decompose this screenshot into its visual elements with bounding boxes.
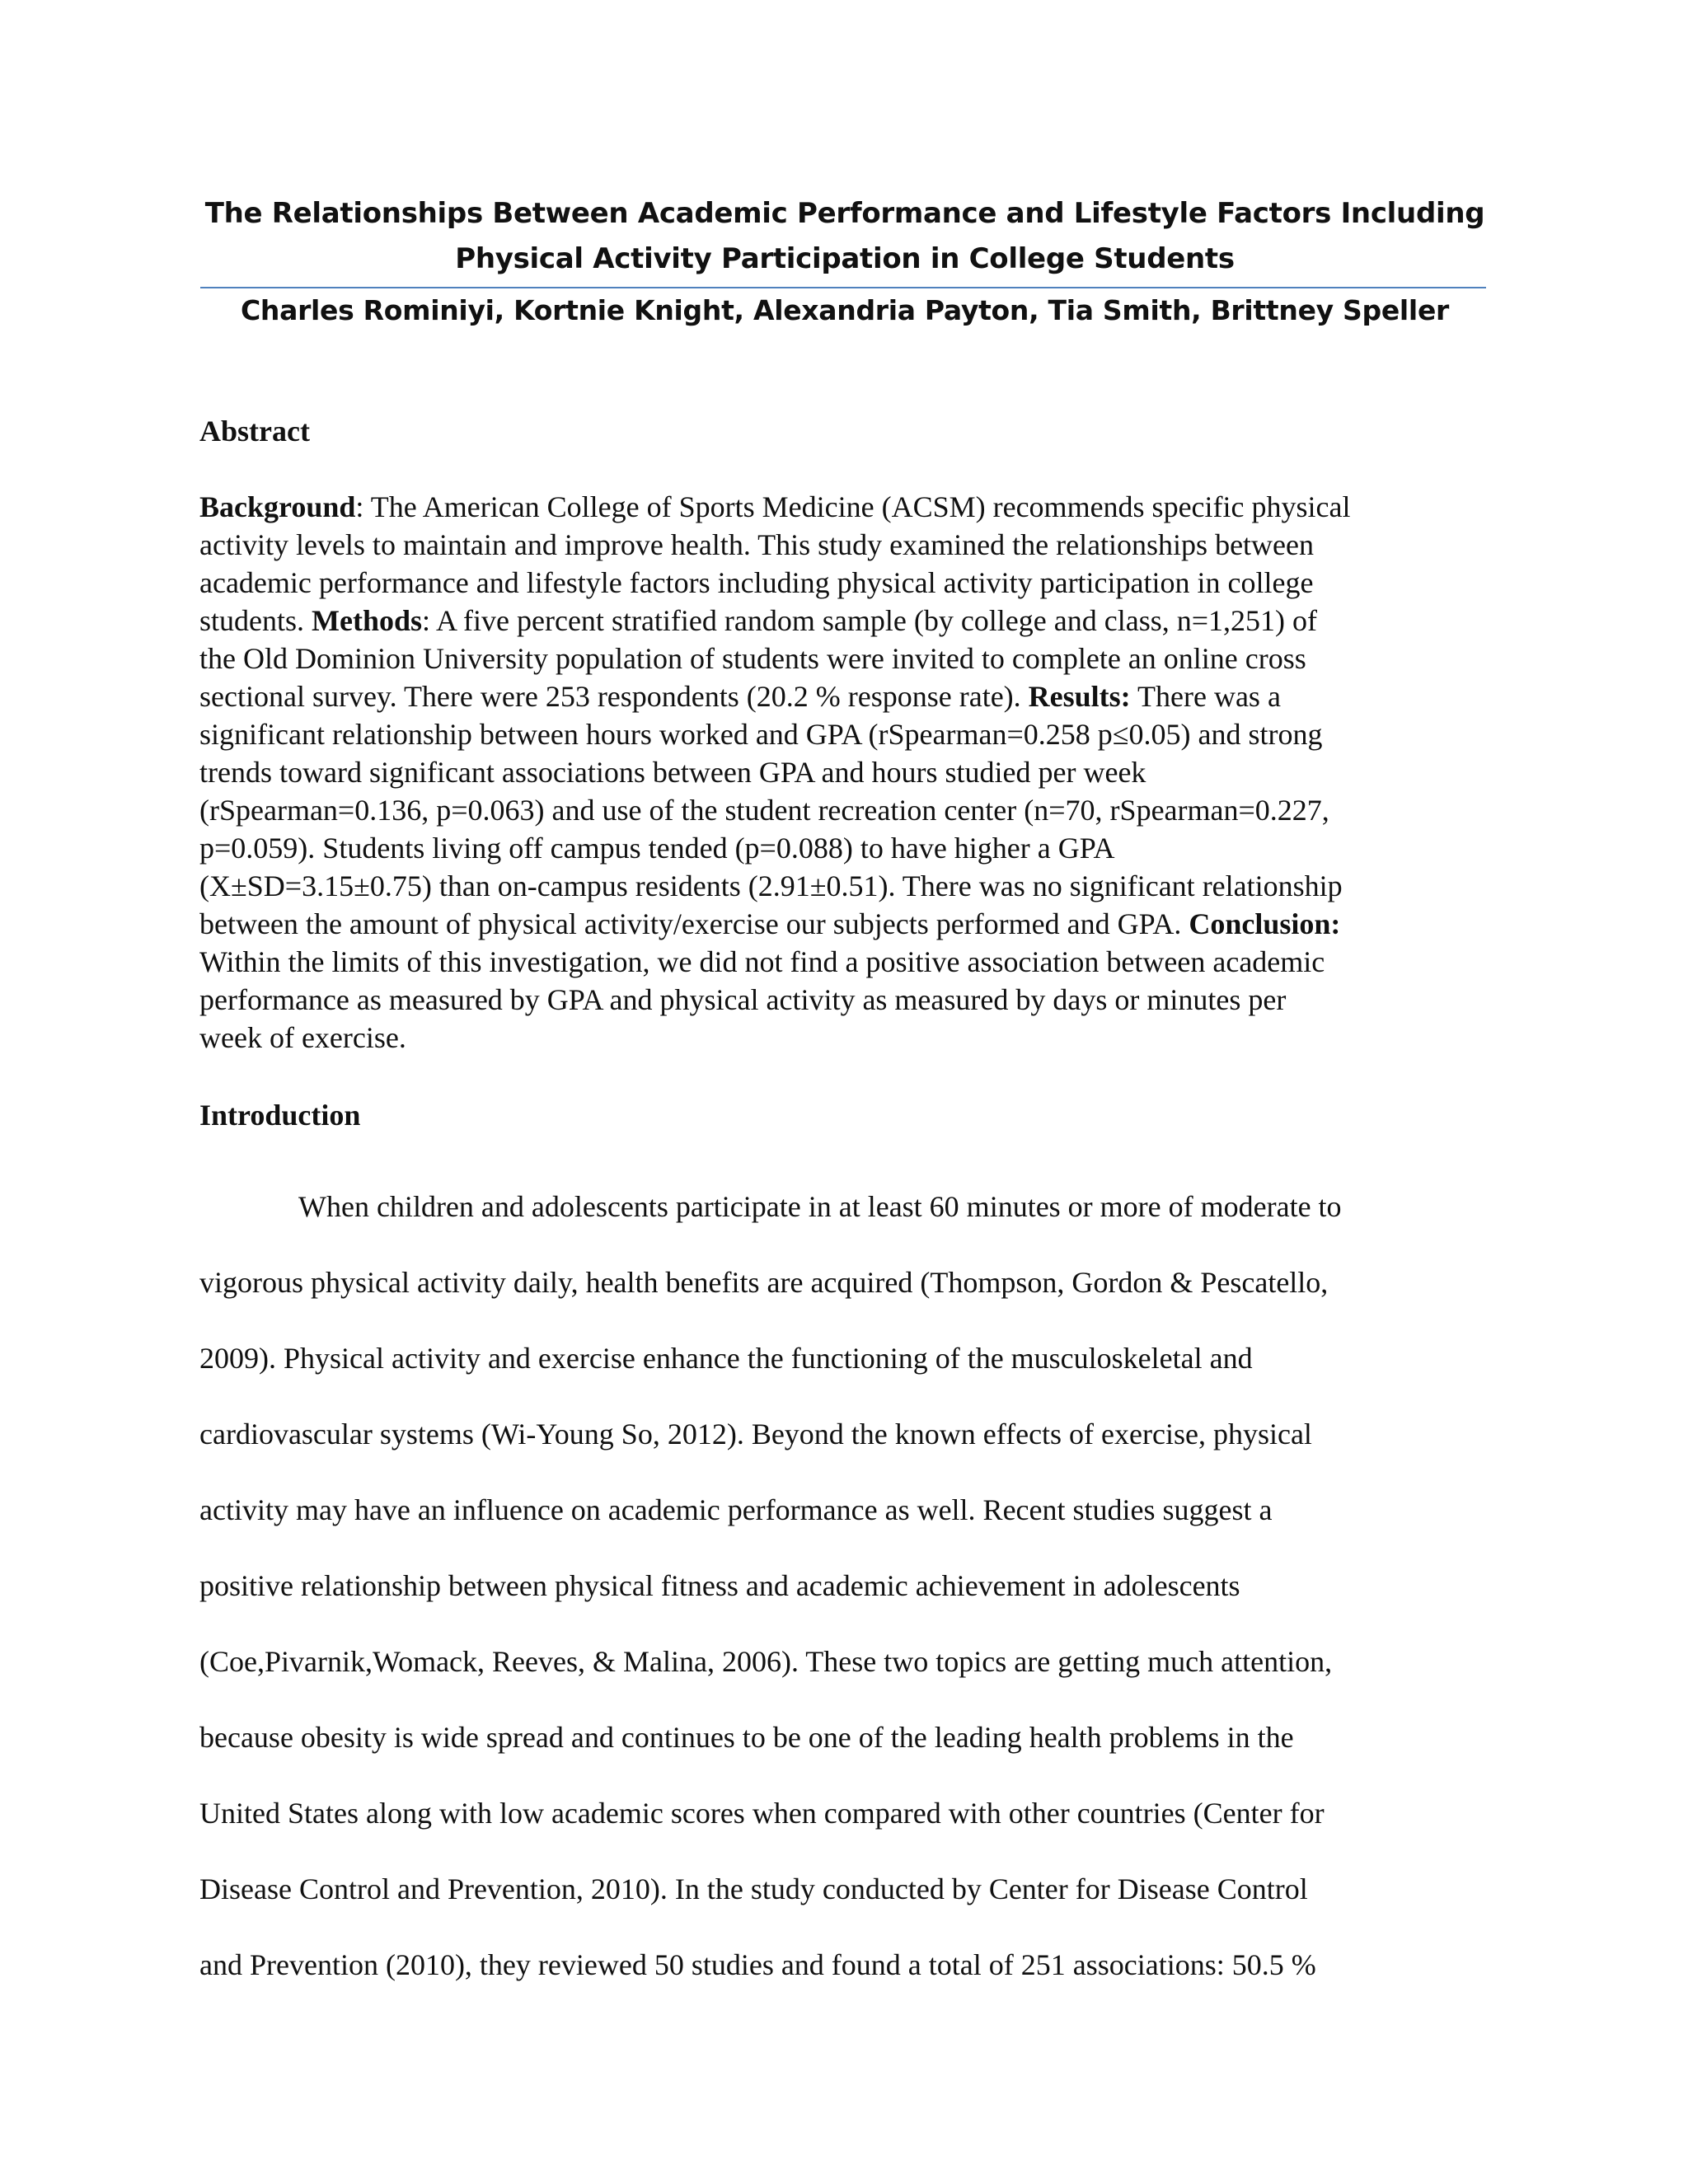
introduction-heading: Introduction [199, 1099, 361, 1132]
abstract-line: academic performance and lifestyle factors including physical activity participation in college [199, 566, 1314, 599]
abstract-text: There was a [1130, 680, 1281, 713]
introduction-line: 2009). Physical activity and exercise enhance the functioning of the musculoskeletal and [199, 1342, 1253, 1375]
author-list: Charles Rominiyi, Kortnie Knight, Alexandria Payton, Tia Smith, Brittney Speller [240, 294, 1449, 326]
abstract-body [199, 488, 1485, 1057]
introduction-line: because obesity is wide spread and continues to be one of the leading health problems in the [199, 1721, 1294, 1754]
introduction-line: vigorous physical activity daily, health benefits are acquired (Thompson, Gordon & Pescatello, [199, 1266, 1329, 1299]
paper-title-line-1: The Relationships Between Academic Performance and Lifestyle Factors Including [204, 197, 1485, 230]
introduction-line: positive relationship between physical fitness and academic achievement in adolescents [199, 1569, 1240, 1602]
abstract-text: : The American College of Sports Medicine (ACSM) recommends specific physical [355, 490, 1351, 523]
conclusion-label: Conclusion: [1189, 907, 1341, 940]
title-divider [200, 287, 1486, 288]
introduction-line: cardiovascular systems (Wi-Young So, 2012). Beyond the known effects of exercise, physical [199, 1418, 1312, 1451]
abstract-text: students. [199, 604, 312, 637]
abstract-line: the Old Dominion University population of students were invited to complete an online cross [199, 642, 1306, 675]
abstract-line: p=0.059). Students living off campus tended (p=0.088) to have higher a GPA [199, 832, 1115, 865]
abstract-line: (X±SD=3.15±0.75) than on-campus residents (2.91±0.51). There was no significant relationship [199, 869, 1343, 902]
paper-title-line-2: Physical Activity Participation in College Students [455, 242, 1235, 275]
abstract-line: trends toward significant associations between GPA and hours studied per week [199, 756, 1146, 789]
methods-label: Methods [312, 604, 423, 637]
abstract-line: Within the limits of this investigation, we did not find a positive association between academic [199, 945, 1325, 978]
introduction-line: United States along with low academic scores when compared with other countries (Center for [199, 1797, 1325, 1830]
abstract-line [199, 488, 1485, 526]
results-label: Results: [1028, 680, 1131, 713]
abstract-text: sectional survey. There were 253 respondents (20.2 % response rate). [199, 680, 1029, 713]
abstract-text: between the amount of physical activity/exercise our subjects performed and GPA. [199, 907, 1189, 940]
introduction-body [199, 1169, 1485, 2003]
abstract-line: significant relationship between hours worked and GPA (rSpearman=0.258 p≤0.05) and strong [199, 718, 1323, 751]
abstract-line [199, 677, 1485, 715]
introduction-line: (Coe,Pivarnik,Womack, Reeves, & Malina, 2006). These two topics are getting much attention, [199, 1645, 1333, 1678]
abstract-line: (rSpearman=0.136, p=0.063) and use of the student recreation center (n=70, rSpearman=0.227, [199, 794, 1329, 827]
abstract-text: : A five percent stratified random sample (by college and class, n=1,251) of [422, 604, 1317, 637]
background-label: Background [199, 490, 356, 523]
introduction-line: When children and adolescents participate in at least 60 minutes or more of moderate to [298, 1190, 1342, 1223]
introduction-line: Disease Control and Prevention, 2010). In the study conducted by Center for Disease Control [199, 1872, 1308, 1905]
abstract-line [199, 905, 1485, 943]
introduction-line: activity may have an influence on academic performance as well. Recent studies suggest a [199, 1493, 1273, 1526]
abstract-line: activity levels to maintain and improve health. This study examined the relationships between [199, 528, 1315, 561]
abstract-line: performance as measured by GPA and physical activity as measured by days or minutes per [199, 983, 1287, 1016]
abstract-line [199, 602, 1485, 640]
abstract-heading: Abstract [199, 415, 310, 448]
introduction-line: and Prevention (2010), they reviewed 50 studies and found a total of 251 associations: 50.5 % [199, 1948, 1316, 1981]
abstract-line: week of exercise. [199, 1021, 406, 1054]
